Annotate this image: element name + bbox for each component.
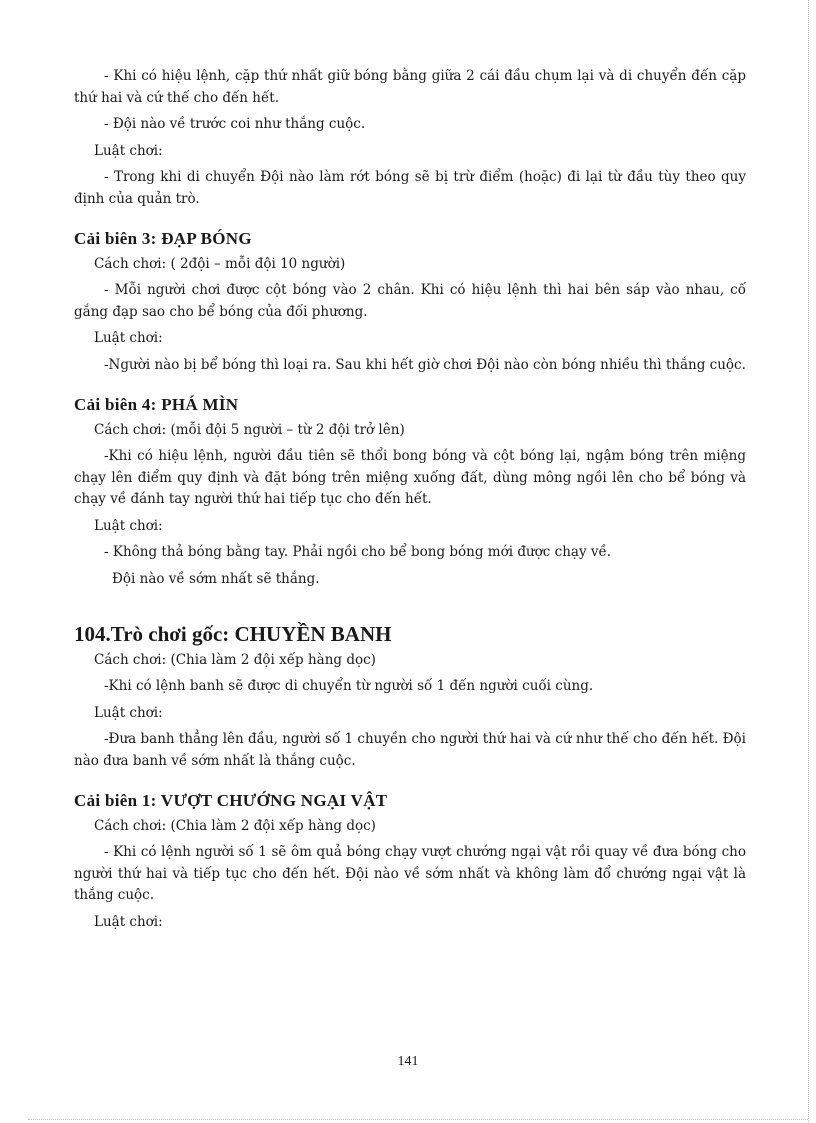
paragraph: -Người nào bị bể bóng thì loại ra. Sau khi hết giờ chơi Đội nào còn bóng nhiều thì thắng cuộc.: [104, 356, 746, 373]
how-to-play-label: Cách chơi: (mỗi đội 5 người – từ 2 đội trở lên): [94, 421, 405, 438]
page-edge-right: [808, 0, 809, 1123]
rules-label: Luật chơi:: [94, 142, 163, 159]
section-heading-variant-4: Cải biên 4: PHÁ MÌN: [74, 395, 239, 414]
rules-label: Luật chơi:: [94, 330, 163, 346]
rules-label: Luật chơi:: [94, 704, 163, 721]
paragraph: - Mỗi người chơi được cột bóng vào 2 chân. Khi có hiệu lệnh thì hai bên sáp vào nhau, cố gắng đạp sao cho bể bóng của đối phương.: [74, 282, 746, 320]
paragraph: - Đội nào về trước coi như thắng cuộc.: [104, 116, 366, 132]
page-number: 141: [397, 1054, 419, 1069]
page-edge-bottom: [28, 1119, 808, 1120]
how-to-play-label: Cách chơi: (Chia làm 2 đội xếp hàng dọc): [94, 817, 376, 834]
paragraph: Đội nào về sớm nhất sẽ thắng.: [112, 570, 320, 587]
paragraph: -Khi có lệnh banh sẽ được di chuyển từ người số 1 đến người cuối cùng.: [104, 678, 594, 694]
section-heading-variant-3: Cải biên 3: ĐẠP BÓNG: [74, 229, 252, 248]
paragraph: - Khi có hiệu lệnh, cặp thứ nhất giữ bóng bằng giữa 2 cái đầu chụm lại và di chuyển đến cặp thứ hai và cứ thế cho đến hết.: [74, 68, 746, 106]
rules-label: Luật chơi:: [94, 517, 163, 534]
how-to-play-label: Cách chơi: ( 2đội – mỗi đội 10 người): [94, 255, 346, 272]
paragraph: - Trong khi di chuyển Đội nào làm rớt bóng sẽ bị trừ điểm (hoặc) đi lại từ đầu tùy theo quy định của quản trò.: [74, 169, 746, 207]
paragraph: - Không thả bóng bằng tay. Phải ngồi cho bể bong bóng mới được chạy về.: [104, 544, 612, 560]
rules-label: Luật chơi:: [94, 913, 163, 930]
section-heading-variant-1: Cải biên 1: VƯỢT CHƯỚNG NGẠI VẬT: [74, 791, 388, 810]
section-heading-game-104: 104.Trò chơi gốc: CHUYỀN BANH: [74, 622, 392, 646]
paragraph: - Khi có lệnh người số 1 sẽ ôm quả bóng chạy vượt chướng ngại vật rồi quay về đưa bóng cho người thứ hai và tiếp tục cho đến hết. Đội nào về sớm nhất và không làm đổ chướng ngại vật là thắng cuộc.: [74, 844, 746, 903]
how-to-play-label: Cách chơi: (Chia làm 2 đội xếp hàng dọc): [94, 651, 376, 668]
page-content: [74, 66, 746, 938]
paragraph: -Đưa banh thẳng lên đầu, người số 1 chuyền cho người thứ hai và cứ như thế cho đến hết. Đội nào đưa banh về sớm nhất là thắng cuộc.: [74, 731, 746, 769]
paragraph: -Khi có hiệu lệnh, người đầu tiên sẽ thổi bong bóng và cột bóng lại, ngậm bóng trên miệng chạy lên điểm quy định và đặt bóng trên miệng xuống đất, dùng mông ngồi lên cho bể bóng và chạy về đánh tay người thứ hai tiếp tục cho đến hết.: [74, 448, 746, 507]
